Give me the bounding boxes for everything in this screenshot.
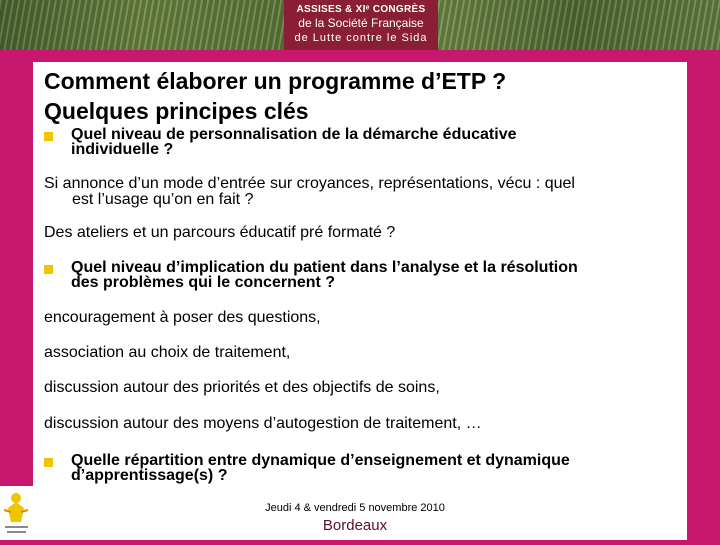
square-bullet-icon xyxy=(44,458,53,467)
square-bullet-icon xyxy=(44,265,53,274)
bullet-item-3 xyxy=(44,453,684,483)
paragraph-3: encouragement à poser des questions, xyxy=(44,309,321,326)
slide-title-line1: Comment élaborer un programme d’ETP ? xyxy=(44,68,507,94)
slide-title-line2: Quelques principes clés xyxy=(44,98,309,124)
bullet-item-2 xyxy=(44,260,684,290)
congress-title-line1: ASSISES & XIᵉ CONGRÈS xyxy=(296,4,426,15)
paragraph-5: discussion autour des priorités et des objectifs de soins, xyxy=(44,379,440,396)
congress-title-line3: de Lutte contre le Sida xyxy=(294,32,428,44)
paragraph-1 xyxy=(44,176,684,208)
footer-tagline xyxy=(540,500,680,534)
tagline-line1: Nouvelles donnes xyxy=(576,501,680,516)
congress-title-line2: de la Société Française xyxy=(298,16,424,30)
bullet-item-1 xyxy=(44,127,684,157)
header-banner xyxy=(0,0,720,50)
bullet-3-line2: d’apprentissage(s) ? xyxy=(71,467,228,484)
sfls-logo-icon xyxy=(0,486,33,540)
event-date: Jeudi 4 & vendredi 5 novembre 2010 xyxy=(265,502,445,514)
bullet-2-line2: des problèmes qui le concernent ? xyxy=(71,274,336,291)
event-city: Bordeaux xyxy=(322,517,388,534)
bullet-1-line1: Quel niveau de personnalisation de la démarche éducative xyxy=(71,126,517,143)
congress-title xyxy=(284,0,438,50)
bullet-3-line1: Quelle répartition entre dynamique d’enseignement et dynamique xyxy=(71,452,570,469)
paragraph-2: Des ateliers et un parcours éducatif pré formaté ? xyxy=(44,224,396,241)
bullet-1-line2: individuelle ? xyxy=(71,141,174,158)
paragraph-1-line2: est l’usage qu’on en fait ? xyxy=(72,191,254,208)
paragraph-1-line1: Si annonce d’un mode d’entrée sur croyances, représentations, vécu : quel xyxy=(44,175,575,192)
bullet-2-line1: Quel niveau d’implication du patient dans l’analyse et la résolution xyxy=(71,259,578,276)
square-bullet-icon xyxy=(44,132,53,141)
slide-title xyxy=(44,66,664,126)
paragraph-4: association au choix de traitement, xyxy=(44,344,291,361)
paragraph-6: discussion autour des moyens d’autogestion de traitement, … xyxy=(44,415,482,432)
tagline-line2: Nouveau départ xyxy=(587,518,680,533)
